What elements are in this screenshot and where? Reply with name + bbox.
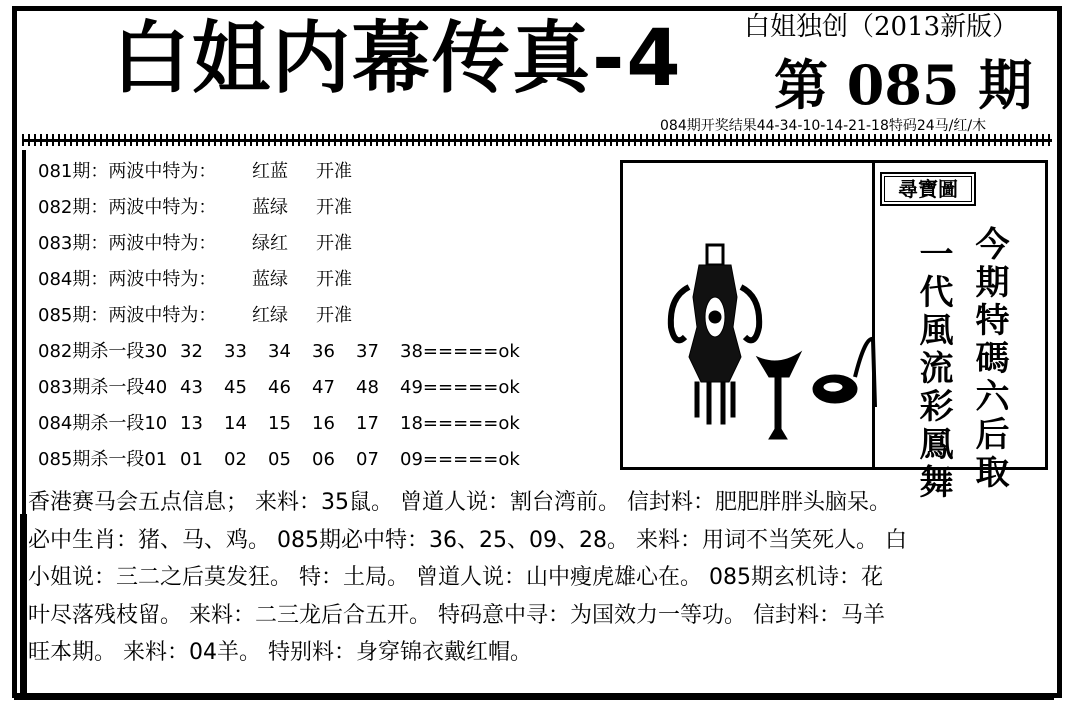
info-paragraph — [28, 484, 1050, 672]
kill-row — [38, 408, 608, 444]
poem-line-2: 一代風流彩鳳舞 — [913, 236, 953, 502]
wave-row — [38, 228, 608, 264]
kill-row — [38, 444, 608, 480]
info-line: 香港赛马会五点信息； 来料：35鼠。 曾道人说：割台湾前。 信封料：肥肥胖胖头脑呆。 — [28, 490, 891, 515]
wave-row-status: 开准 — [316, 269, 352, 290]
goblet-icon — [757, 352, 801, 439]
kill-num: 32 — [180, 341, 203, 362]
kill-num: 02 — [224, 449, 247, 470]
kill-row — [38, 336, 608, 372]
info-line: 小姐说：三二之后莫发狂。 特：土局。 曾道人说：山中瘦虎雄心在。 085期玄机诗：花 — [28, 565, 883, 590]
wave-row-label: 085期：两波中特为： — [38, 305, 217, 326]
kill-num: 43 — [180, 377, 203, 398]
ladle-icon — [813, 339, 875, 407]
kill-num: 01 — [180, 449, 203, 470]
kill-row-result: 49=====ok — [400, 377, 520, 398]
kill-num: 13 — [180, 413, 203, 434]
poem-line-1: 今期特碼六后取 — [969, 226, 1009, 492]
wave-row-value: 蓝绿 — [252, 197, 288, 218]
header-divider-line — [22, 139, 1052, 142]
kill-row-label: 084期杀一段10 — [38, 413, 168, 434]
kill-row-result: 18=====ok — [400, 413, 520, 434]
bottom-border — [14, 694, 1054, 700]
kill-row-label: 082期杀一段30 — [38, 341, 168, 362]
wave-row-value: 绿红 — [252, 233, 288, 254]
wave-row — [38, 192, 608, 228]
treasure-illustration — [629, 167, 879, 467]
wave-row — [38, 156, 608, 192]
info-line: 旺本期。 来料：04羊。 特别料：身穿锦衣戴红帽。 — [28, 640, 532, 665]
kill-num: 37 — [356, 341, 379, 362]
kill-num: 46 — [268, 377, 291, 398]
kill-row-result: 09=====ok — [400, 449, 520, 470]
wave-row-value: 红绿 — [252, 305, 288, 326]
wave-row-value: 蓝绿 — [252, 269, 288, 290]
wave-row-label: 081期：两波中特为： — [38, 161, 217, 182]
kill-num: 48 — [356, 377, 379, 398]
wave-row-label: 082期：两波中特为： — [38, 197, 217, 218]
kill-num: 17 — [356, 413, 379, 434]
treasure-tag: 尋寶圖 — [880, 172, 976, 206]
wave-row-status: 开准 — [316, 233, 352, 254]
last-result: 084期开奖结果44-34-10-14-21-18特码24马/红/木 — [660, 118, 987, 134]
wave-row — [38, 300, 608, 336]
kill-row-label: 085期杀一段01 — [38, 449, 168, 470]
treasure-divider — [872, 160, 875, 470]
kill-num: 47 — [312, 377, 335, 398]
kill-num: 36 — [312, 341, 335, 362]
issue-number: 第 085 期 — [774, 53, 1033, 117]
vase-icon — [671, 245, 759, 424]
wave-row — [38, 264, 608, 300]
kill-num: 05 — [268, 449, 291, 470]
kill-num: 45 — [224, 377, 247, 398]
kill-num: 33 — [224, 341, 247, 362]
kill-row-result: 38=====ok — [400, 341, 520, 362]
kill-num: 14 — [224, 413, 247, 434]
info-line: 必中生肖：猪、马、鸡。 085期必中特：36、25、09、28。 来料：用词不当笑死人。 白 — [28, 527, 907, 553]
left-rule-bottom — [20, 514, 27, 694]
kill-num: 34 — [268, 341, 291, 362]
prediction-list — [38, 156, 608, 480]
kill-num: 16 — [312, 413, 335, 434]
edition-label: 白姐独创（2013新版） — [744, 12, 1019, 42]
wave-row-label: 083期：两波中特为： — [38, 233, 217, 254]
wave-row-value: 红蓝 — [252, 161, 288, 182]
main-title: 白姐内幕传真-4 — [112, 14, 683, 104]
kill-num: 15 — [268, 413, 291, 434]
wave-row-label: 084期：两波中特为： — [38, 269, 217, 290]
kill-row-label: 083期杀一段40 — [38, 377, 168, 398]
wave-row-status: 开准 — [316, 161, 352, 182]
kill-num: 06 — [312, 449, 335, 470]
wave-row-status: 开准 — [316, 305, 352, 326]
kill-row — [38, 372, 608, 408]
info-line: 叶尽落残枝留。 来料：二三龙后合五开。 特码意中寻：为国效力一等功。 信封料：马羊 — [28, 602, 885, 628]
wave-row-status: 开准 — [316, 197, 352, 218]
kill-num: 07 — [356, 449, 379, 470]
